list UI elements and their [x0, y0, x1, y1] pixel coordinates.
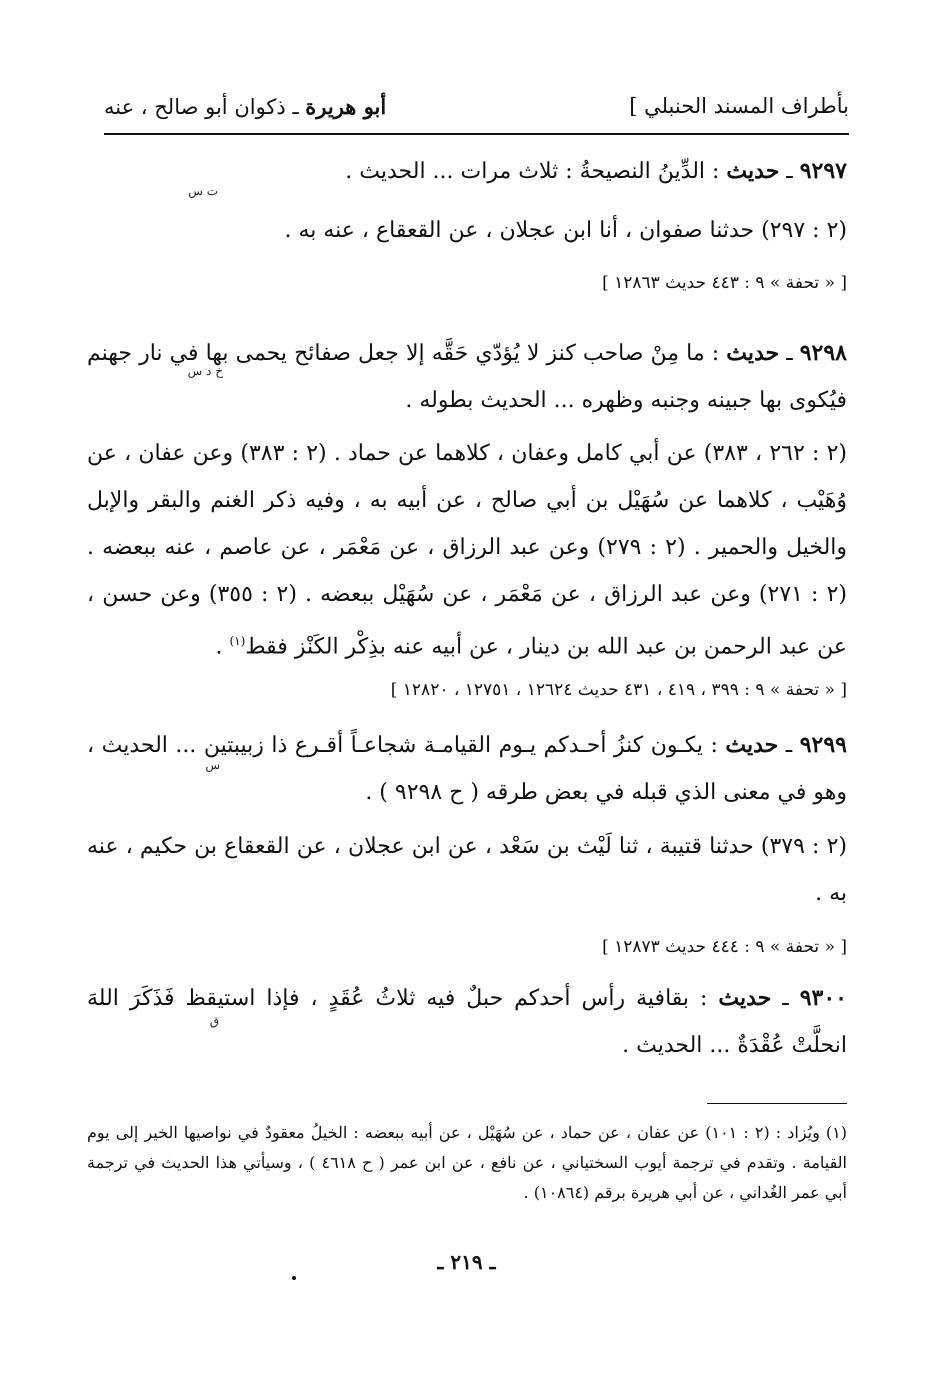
sigla: س	[205, 758, 220, 772]
sigla: ق	[209, 1014, 219, 1028]
entry-dash: ـ	[779, 341, 800, 366]
hadith-keyword: حديث	[726, 340, 780, 366]
hadith-text: : بقافية رأس أحدكم حبلٌ فيه ثلاثُ عُقَدٍ ، فإذا استيقظ فَذَكَرَ اللهَ انحلَّتْ عُقْدَةٌ ... الحديث .	[87, 986, 847, 1058]
section-subtitle: ـ ذكوان أبو صالح ، عنه	[104, 95, 306, 119]
ink-dot	[292, 1276, 296, 1280]
footnote: (١) ويُزاد : (٢ : ١٠١) عن عفان ، عن حماد ، عن سُهَيْل ، عن أبيه ببعضه : الخيلُ معقودٌ في نواصيها الخير إلى يوم القيامة . وتقدم في ترجمة أيوب السختياني ، عن نافع ، عن ابن عمر ( ح ٤٦١٨ ) ، وسيأتي هذا الحديث في ترجمة أبي عمر الغُداني ، عن أبي هريرة برقم (١٠٨٦٤) .	[87, 1123, 848, 1202]
sigla: خ د س	[187, 364, 223, 378]
hadith-keyword: حديث	[726, 158, 780, 184]
entry-number: ٩٣٠٠	[799, 985, 847, 1011]
hadith-text: : يكـون كنزُ أحـدكم يـوم القيامـة شجاعـاً أقـرع ذا زبيبتين ... الحديث ، وهو في معنى الذي قبله في بعض طرقه ( ح ٩٢٩٨ ) .	[87, 733, 847, 805]
entry-9299-tuhfa: [ « تحفة » ٩ : ٤٤٤ حديث ١٢٨٧٣ ]	[602, 937, 847, 957]
isnad-text: (٢ : ٢٦٢ ، ٣٨٣) عن أبي كامل وعفان ، كلاهما عن حماد . (٢ : ٣٨٣) وعن عفان ، عن وُهَيْب ، كلاهما عن سُهَيْل بن أبي صالح ، عن أبيه به ، وفيه ذكر الغنم والبقر والإبل والخيل والحمير . (٢ : ٢٧٩) وعن عبد الرزاق ، عن مَعْمَر ، عن عاصم ، عنه ببعضه . (٢ : ٢٧١) وعن عبد الرزاق ، عن مَعْمَر ، عن سُهَيْل ببعضه . (٢ : ٣٥٥) وعن حسن ، عن عبد الرحمن بن عبد الله بن دينار ، عن أبيه عنه بذِكْر الكَنْز فقط	[87, 441, 848, 660]
footnote-marker[interactable]: (١)	[229, 634, 246, 648]
page-number: ـ ٢١٩ ـ	[437, 1250, 496, 1274]
entry-9299-isnad: (٢ : ٣٧٩) حدثنا قتيبة ، ثنا لَيْث بن سَعْد ، عن ابن عجلان ، عن القعقاع بن حكيم ، عنه به .	[87, 834, 847, 906]
header-rule	[104, 133, 849, 135]
hadith-text: : الدِّينُ النصيحةُ : ثلاث مرات ... الحديث .	[345, 159, 727, 184]
entry-number: ٩٢٩٩	[799, 732, 847, 758]
entry-number: ٩٢٩٧	[799, 158, 847, 184]
entry-dash: ـ	[779, 159, 800, 184]
entry-9298-tuhfa: [ « تحفة » ٩ : ٣٩٩ ، ٤١٩ ، ٤٣١ حديث ١٢٦٢٤ ، ١٢٧٥١ ، ١٢٨٢٠ ]	[390, 680, 847, 700]
hadith-text: : ما مِنْ صاحب كنز لا يُؤدّي حَقَّه إلا جعل صفائح يحمى بها في نار جهنم فيُكوى بها جبينه وجنبه وظهره ... الحديث بطوله .	[87, 341, 847, 413]
entry-9299-matn	[87, 722, 847, 816]
entry-dash: ـ	[778, 733, 800, 758]
entry-dash: ـ	[771, 986, 800, 1011]
section-name: أبو هريرة	[305, 94, 387, 119]
entry-number: ٩٢٩٨	[799, 340, 847, 366]
sigla: ت س	[188, 184, 218, 198]
running-section	[104, 94, 386, 119]
entry-9298-isnad	[87, 430, 847, 670]
entry-9297-tuhfa: [ « تحفة » ٩ : ٤٤٣ حديث ١٢٨٦٣ ]	[602, 273, 847, 293]
entry-9297-isnad: (٢ : ٢٩٧) حدثنا صفوان ، أنا ابن عجلان ، عن القعقاع ، عنه به .	[284, 218, 847, 243]
hadith-keyword: حديث	[718, 985, 772, 1011]
running-title: بأطراف المسند الحنبلي ]	[629, 94, 849, 118]
footnote-rule	[707, 1103, 847, 1104]
hadith-keyword: حديث	[725, 732, 779, 758]
entry-9300-matn	[87, 975, 847, 1069]
isnad-end: .	[215, 634, 230, 660]
